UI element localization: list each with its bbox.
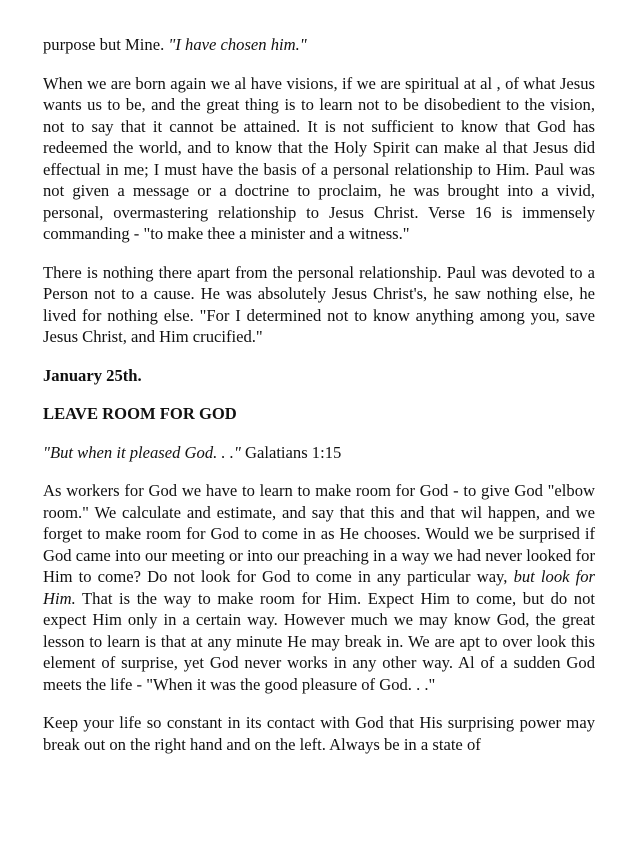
workers-text-part1: As workers for God we have to learn to make room for God - to give God "elbow room." We calculate and estimate, and say that this and that wil happen, and we forget to make room for God to come in as He chooses. Would we be surprised if God came into our meeting or into our preaching in a way we had never looked for Him to come? Do not look for God to come in any particular way, <box>43 481 595 586</box>
paragraph-continuation <box>43 34 595 56</box>
verse-reference: Galatians 1:15 <box>240 442 342 462</box>
title-heading: LEAVE ROOM FOR GOD <box>43 404 237 423</box>
paragraph-personal-relationship: There is nothing there apart from the personal relationship. Paul was devoted to a Person not to a cause. He was absolutely Jesus Christ's, he saw nothing else, he lived for nothing else. "For I determined not to know anything among you, save Jesus Christ, and Him crucified." <box>43 262 595 346</box>
paragraph-constant-contact: Keep your life so constant in its contact with God that His surprising power may break out on the right hand and on the left. Always be in a state of <box>43 713 595 754</box>
paragraph-visions: When we are born again we al have visions, if we are spiritual at al , of what Jesus wants us to be, and the great thing is to learn not to be disobedient to the vision, not to say that it cannot be attained. It is not sufficient to know that God has redeemed the world, and to know that the Holy Spirit can make al that Jesus did effectual in me; I must have the basis of a personal relationship to Him. Paul was not given a message or a doctrine to proclaim, he was brought into a vivid, personal, overmastering relationship to Jesus Christ. Verse 16 is immensely commanding - "to make thee a minister and a witness." <box>43 73 595 243</box>
continuation-quote: "I have chosen him." <box>168 35 307 54</box>
scripture-verse <box>43 442 595 464</box>
document-page <box>43 34 595 772</box>
continuation-text: purpose but Mine. <box>43 35 169 54</box>
workers-text-part2: That is the way to make room for Him. Expect Him to come, but do not expect Him only in a certain way. However much we may know God, the great lesson to learn is that at any minute He may break in. We are apt to over look this element of surprise, yet God never works in any other way. Al of a sudden God meets the life - "When it was the good pleasure of God. . ." <box>43 588 595 694</box>
date-heading: January 25th. <box>43 365 142 385</box>
paragraph-workers <box>43 480 595 695</box>
workers-emphasis: but look for Him. <box>43 567 595 608</box>
verse-quote: "But when it pleased God. . ." <box>43 442 241 462</box>
